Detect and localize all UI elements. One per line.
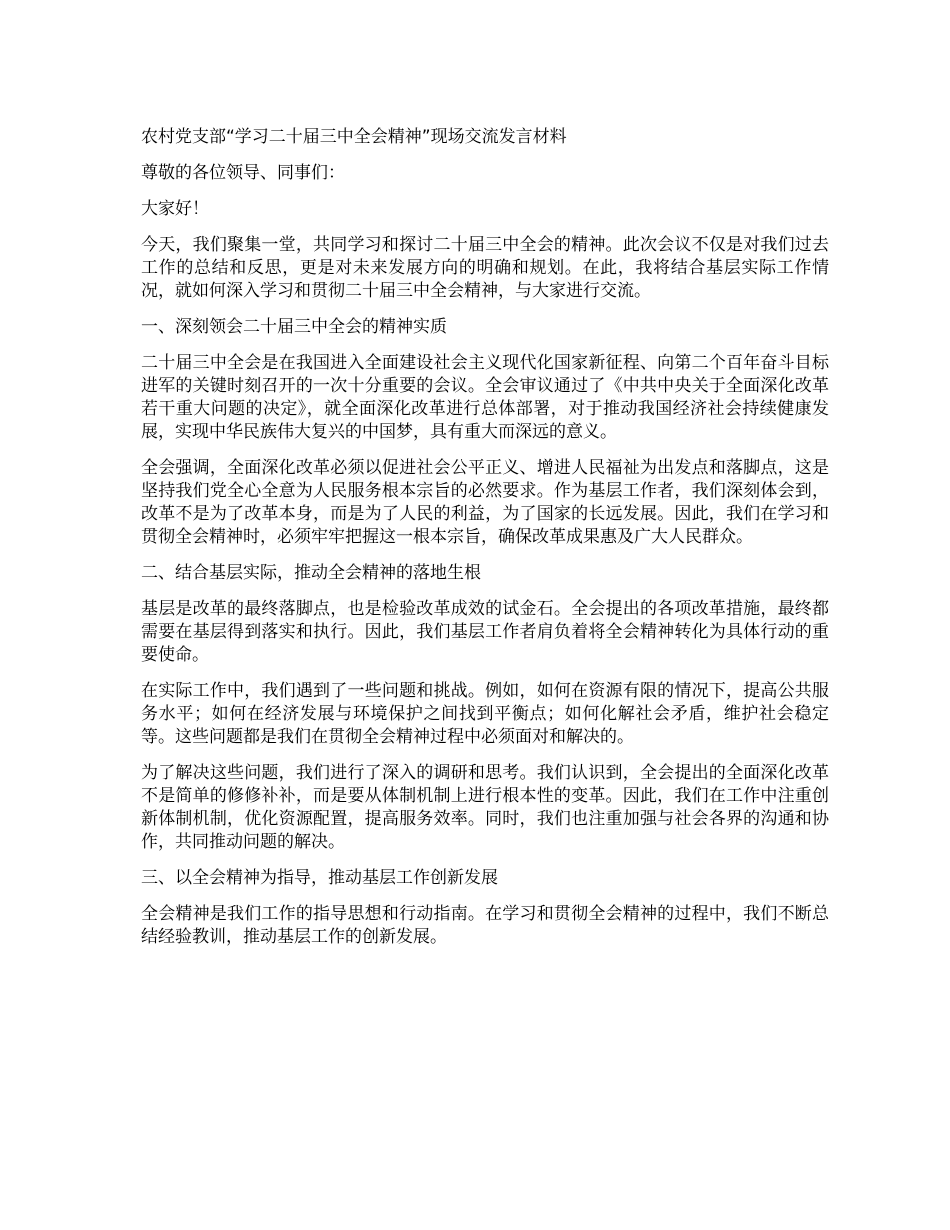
document-page bbox=[141, 126, 829, 962]
paragraph: 全会强调，全面深化改革必须以促进社会公平正义、增进人民福祉为出发点和落脚点，这是坚持我们党全心全意为人民服务根本宗旨的必然要求。作为基层工作者，我们深刻体会到，改革不是为了改革本身，而是为了人民的利益，为了国家的长远发展。因此，我们在学习和贯彻全会精神时，必须牢牢把握这一根本宗旨，确保改革成果惠及广大人民群众。 bbox=[141, 458, 829, 547]
salutation: 尊敬的各位领导、同事们： bbox=[141, 163, 345, 183]
document-title: 农村党支部“学习二十届三中全会精神”现场交流发言材料 bbox=[141, 127, 567, 147]
greeting: 大家好！ bbox=[141, 199, 209, 219]
paragraph: 在实际工作中，我们遇到了一些问题和挑战。例如，如何在资源有限的情况下，提高公共服务水平；如何在经济发展与环境保护之间找到平衡点；如何化解社会矛盾，维护社会稳定等。这些问题都是我们在贯彻全会精神过程中必须面对和解决的。 bbox=[141, 681, 829, 747]
section-heading-3: 三、以全会精神为指导，推动基层工作创新发展 bbox=[141, 868, 498, 888]
paragraph: 为了解决这些问题，我们进行了深入的调研和思考。我们认识到，全会提出的全面深化改革不是简单的修修补补，而是要从体制机制上进行根本性的变革。因此，我们在工作中注重创新体制机制，优化资源配置，提高服务效率。同时，我们也注重加强与社会各界的沟通和协作，共同推动问题的解决。 bbox=[141, 763, 829, 852]
section-heading-1: 一、深刻领会二十届三中全会的精神实质 bbox=[141, 317, 447, 337]
paragraph-intro: 今天，我们聚集一堂，共同学习和探讨二十届三中全会的精神。此次会议不仅是对我们过去工作的总结和反思，更是对未来发展方向的明确和规划。在此，我将结合基层实际工作情况，就如何深入学习和贯彻二十届三中全会精神，与大家进行交流。 bbox=[141, 235, 829, 301]
paragraph: 二十届三中全会是在我国进入全面建设社会主义现代化国家新征程、向第二个百年奋斗目标进军的关键时刻召开的一次十分重要的会议。全会审议通过了《中共中央关于全面深化改革若干重大问题的决定》，就全面深化改革进行总体部署，对于推动我国经济社会持续健康发展，实现中华民族伟大复兴的中国梦，具有重大而深远的意义。 bbox=[141, 353, 829, 442]
paragraph: 基层是改革的最终落脚点，也是检验改革成效的试金石。全会提出的各项改革措施，最终都需要在基层得到落实和执行。因此，我们基层工作者肩负着将全会精神转化为具体行动的重要使命。 bbox=[141, 599, 829, 665]
section-heading-2: 二、结合基层实际，推动全会精神的落地生根 bbox=[141, 563, 481, 583]
paragraph: 全会精神是我们工作的指导思想和行动指南。在学习和贯彻全会精神的过程中，我们不断总结经验教训，推动基层工作的创新发展。 bbox=[141, 904, 829, 947]
